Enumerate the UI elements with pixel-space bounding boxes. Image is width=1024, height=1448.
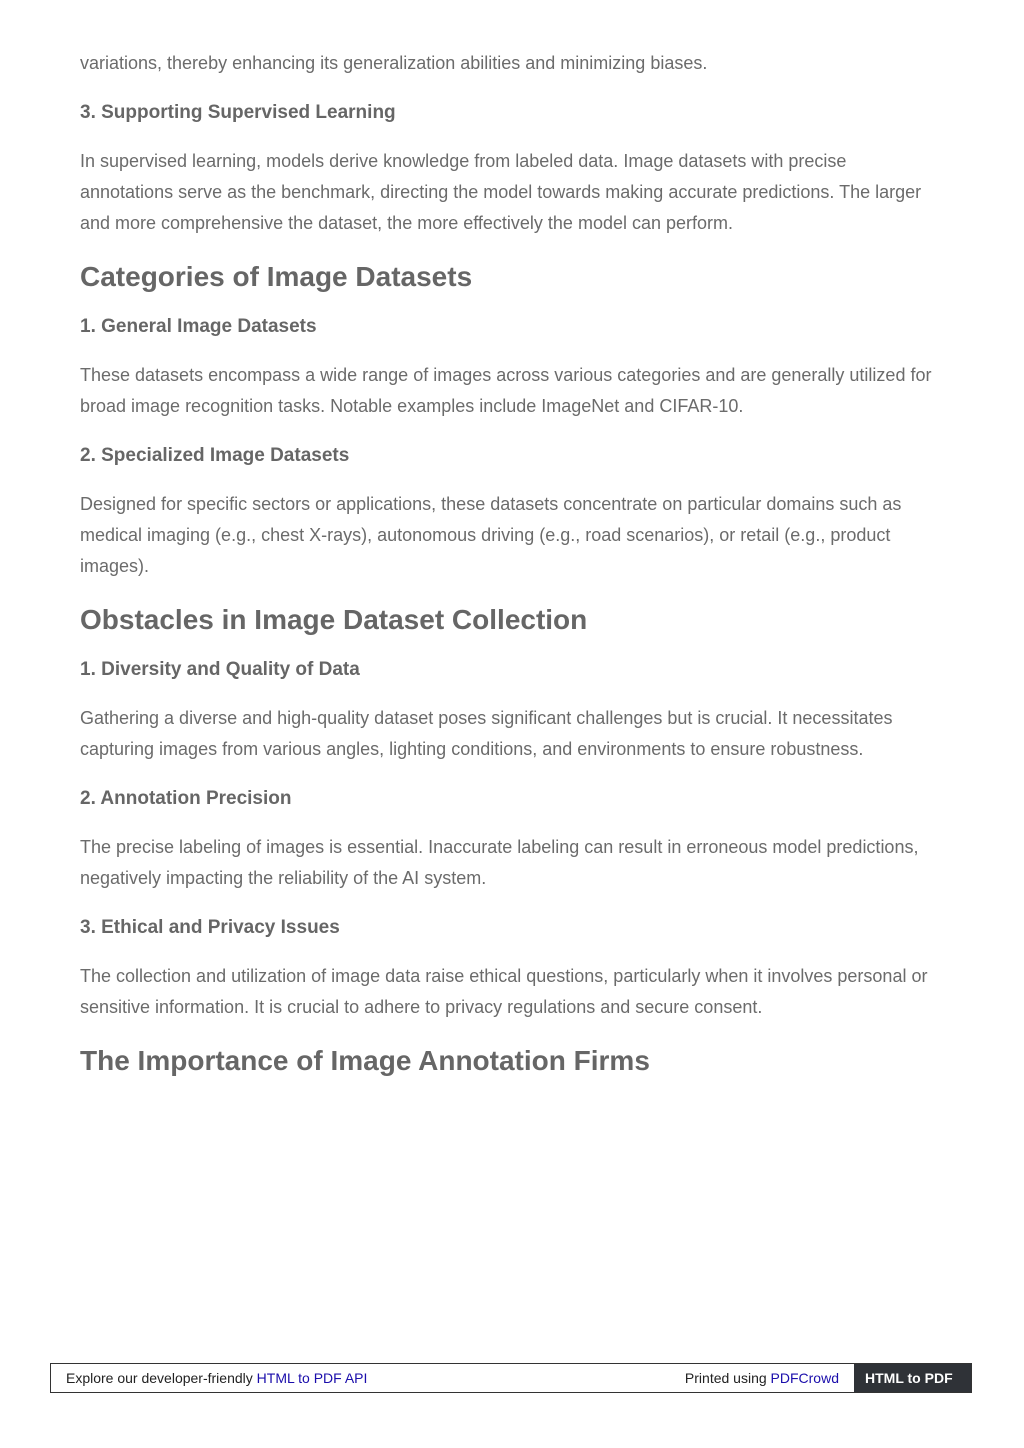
footer-explore-text: Explore our developer-friendly bbox=[66, 1370, 253, 1386]
heading-annotation-precision: 2. Annotation Precision bbox=[80, 788, 292, 809]
pdfcrowd-footer-banner bbox=[50, 1363, 972, 1393]
paragraph-specialized-image-datasets: Designed for specific sectors or applications, these datasets concentrate on particular domains such as medical imaging (e.g., chest X-rays), autonomous driving (e.g., road scenarios), or retail (e.g., product images). bbox=[80, 494, 902, 576]
heading-diversity-quality: 1. Diversity and Quality of Data bbox=[80, 659, 360, 680]
heading-supporting-supervised-learning: 3. Supporting Supervised Learning bbox=[80, 102, 396, 123]
footer-printed-text: Printed using bbox=[684, 1370, 767, 1386]
heading-specialized-image-datasets: 2. Specialized Image Datasets bbox=[80, 445, 350, 466]
paragraph-supervised-learning: In supervised learning, models derive knowledge from labeled data. Image datasets with precise annotations serve as the benchmark, directing the model towards making accurate predictions. The larger and more comprehensive the dataset, the more effectively the model can perform. bbox=[80, 151, 922, 233]
section-title-categories: Categories of Image Datasets bbox=[80, 261, 473, 292]
heading-ethical-privacy: 3. Ethical and Privacy Issues bbox=[80, 917, 340, 938]
html-to-pdf-badge[interactable]: HTML to PDF bbox=[854, 1364, 971, 1392]
paragraph-general-image-datasets: These datasets encompass a wide range of images across various categories and are generally utilized for broad image recognition tasks. Notable examples include ImageNet and CIFAR-10. bbox=[80, 365, 932, 416]
section-title-obstacles: Obstacles in Image Dataset Collection bbox=[80, 604, 588, 635]
html-to-pdf-api-link[interactable]: HTML to PDF API bbox=[256, 1370, 368, 1386]
pdfcrowd-link[interactable]: PDFCrowd bbox=[770, 1370, 839, 1386]
article-content bbox=[80, 48, 940, 1097]
footer-explore bbox=[51, 1364, 685, 1392]
footer-printed-using bbox=[685, 1364, 854, 1392]
heading-general-image-datasets: 1. General Image Datasets bbox=[80, 316, 317, 337]
paragraph-ethical-privacy: The collection and utilization of image data raise ethical questions, particularly when it involves personal or sensitive information. It is crucial to adhere to privacy regulations and secure consent. bbox=[80, 966, 928, 1017]
paragraph-diversity-quality: Gathering a diverse and high-quality dataset poses significant challenges but is crucial. It necessitates capturing images from various angles, lighting conditions, and environments to ensure robustness. bbox=[80, 708, 893, 759]
paragraph-annotation-precision: The precise labeling of images is essential. Inaccurate labeling can result in erroneous model predictions, negatively impacting the reliability of the AI system. bbox=[80, 837, 919, 888]
section-title-importance: The Importance of Image Annotation Firms bbox=[80, 1045, 650, 1076]
paragraph-intro-continuation: variations, thereby enhancing its generalization abilities and minimizing biases. bbox=[80, 53, 708, 73]
